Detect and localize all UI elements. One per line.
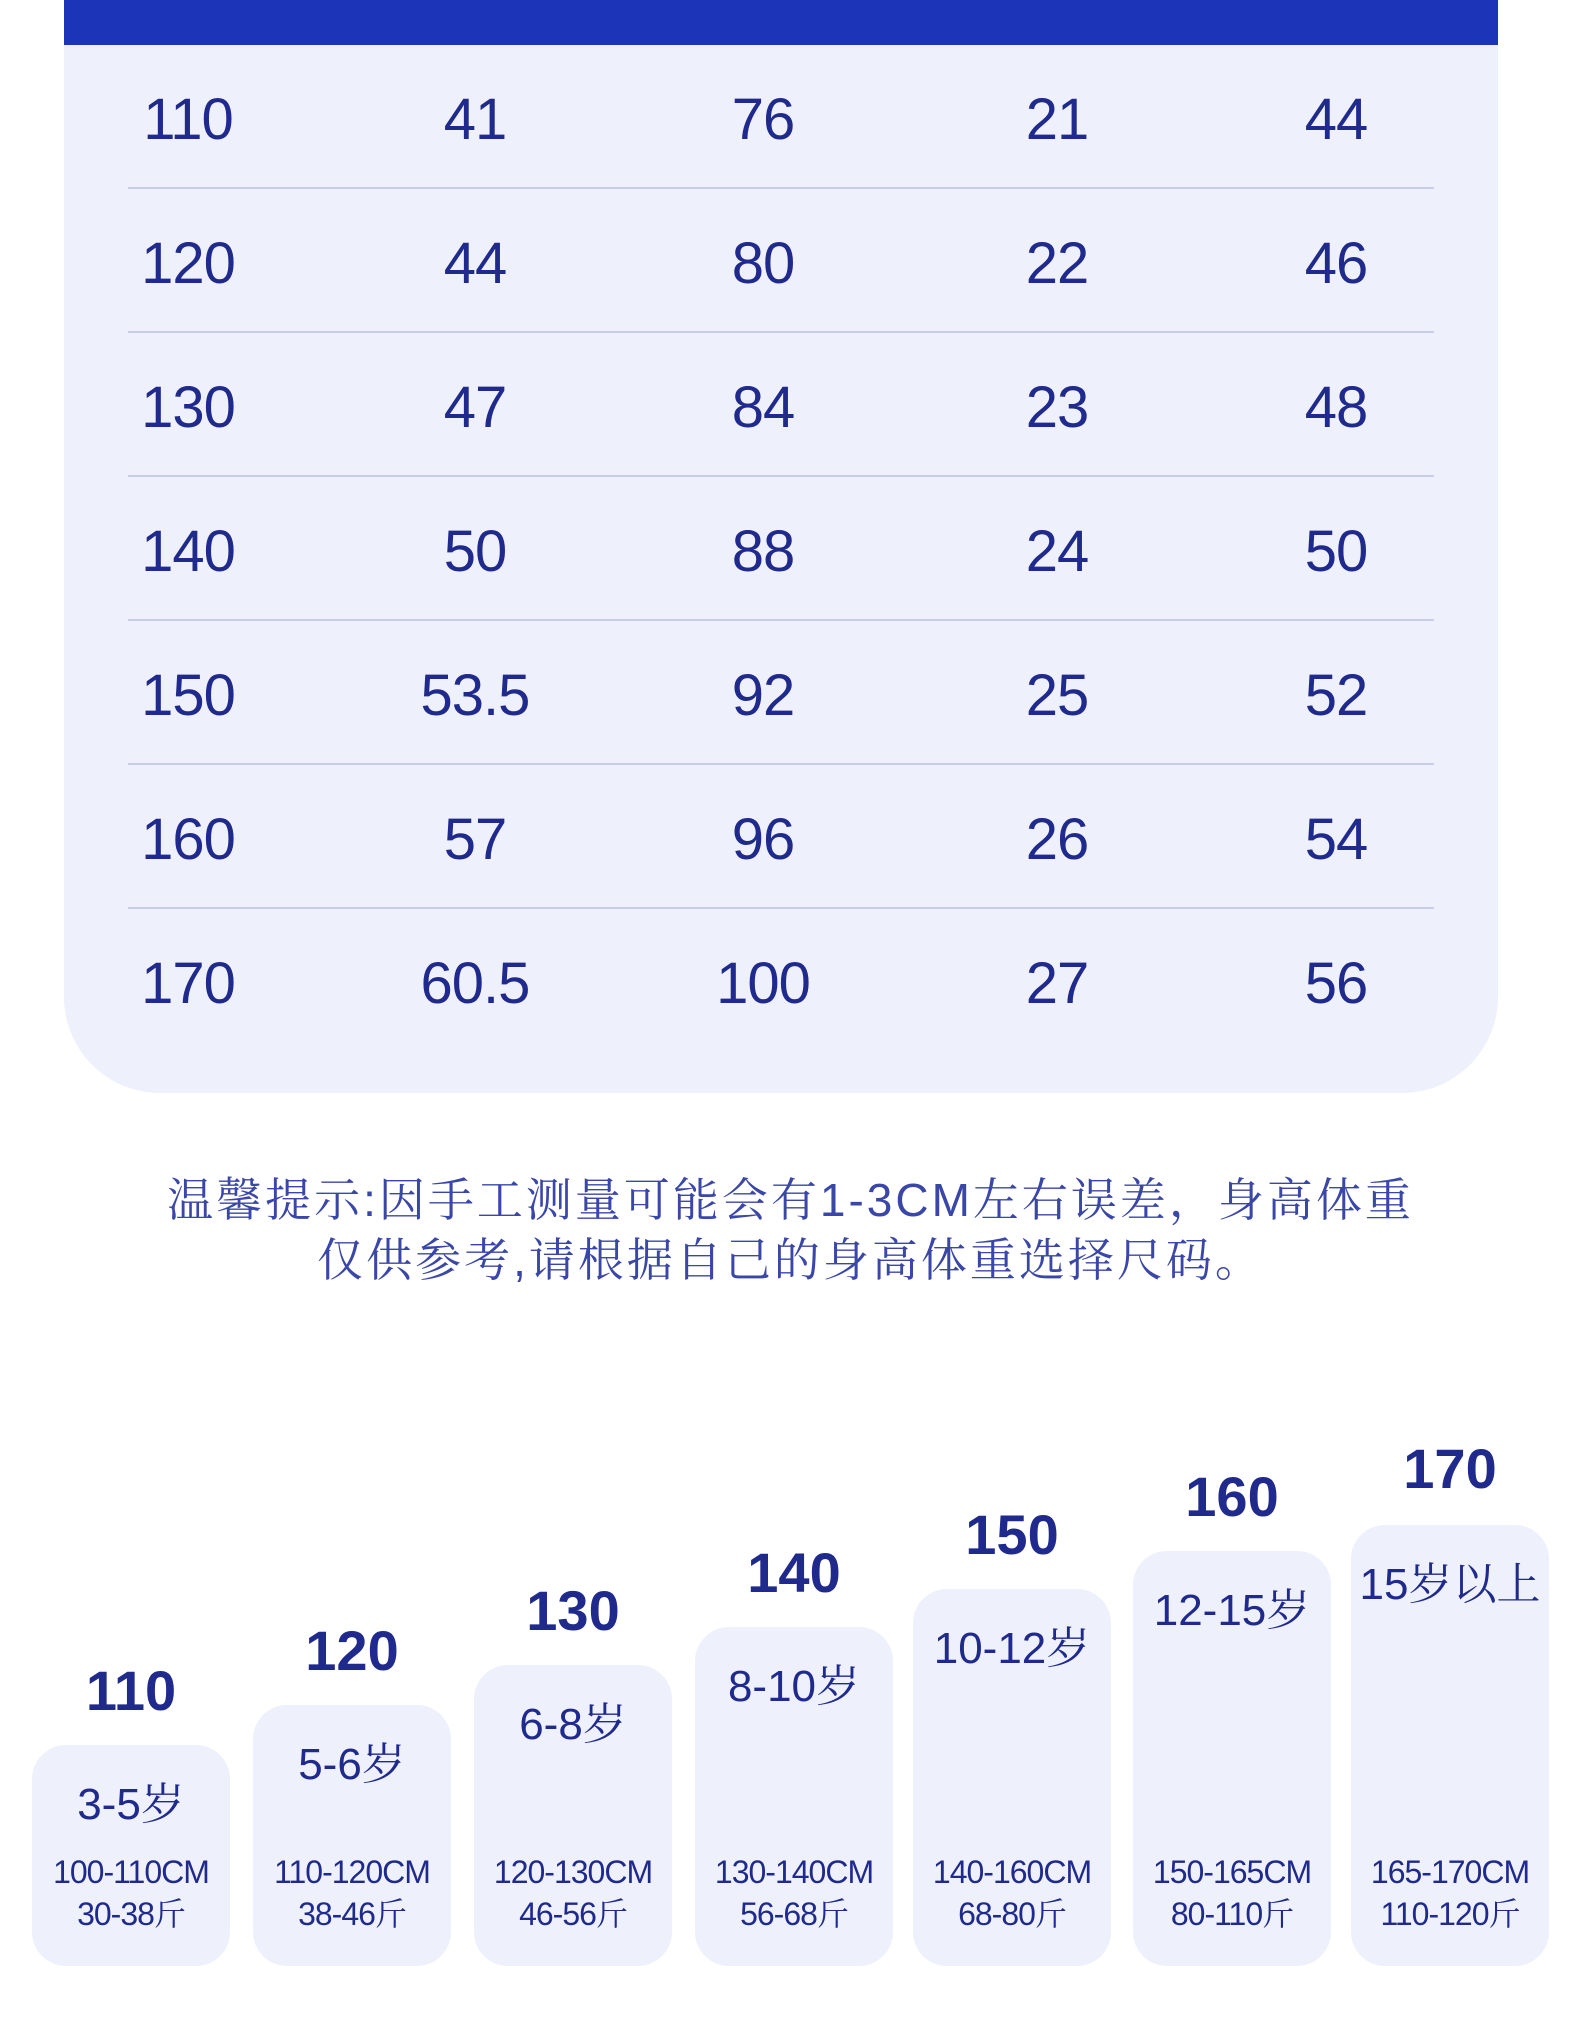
- height-range: 130-140CM: [714, 1854, 874, 1890]
- table-row: [64, 477, 1498, 621]
- table-cell: 56: [1304, 951, 1368, 1016]
- table-cell: 150: [141, 663, 235, 728]
- table-cell: 54: [1304, 807, 1368, 872]
- table-cell: 22: [1025, 231, 1089, 296]
- table-cell: 47: [443, 375, 507, 440]
- weight-range: 68-80斤: [958, 1896, 1066, 1932]
- table-cell: 50: [443, 519, 507, 584]
- table-cell: 130: [141, 375, 235, 440]
- table-cell: 60.5: [420, 951, 530, 1016]
- table-cell: 170: [141, 951, 235, 1016]
- table-cell: 92: [731, 663, 795, 728]
- age-size-card: [1351, 1525, 1549, 1966]
- table-cell: 44: [1304, 87, 1368, 152]
- age-range: 3-5岁: [77, 1780, 185, 1829]
- table-cell: 80: [731, 231, 795, 296]
- table-cell: 50: [1304, 519, 1368, 584]
- height-range: 150-165CM: [1152, 1854, 1312, 1890]
- table-row: [64, 909, 1498, 1053]
- size-table: [64, 45, 1498, 1053]
- weight-range: 46-56斤: [519, 1896, 627, 1932]
- table-cell: 48: [1304, 375, 1368, 440]
- note-line: 温馨提示:因手工测量可能会有1-3CM左右误差，身高体重: [167, 1174, 1414, 1226]
- age-range: 5-6岁: [298, 1740, 406, 1789]
- age-size-card: [1133, 1551, 1331, 1966]
- table-cell: 120: [141, 231, 235, 296]
- age-height-label: 140: [747, 1541, 841, 1604]
- table-cell: 25: [1025, 663, 1089, 728]
- height-range: 100-110CM: [53, 1854, 209, 1890]
- age-height-label: 170: [1403, 1437, 1497, 1500]
- table-cell: 160: [141, 807, 235, 872]
- table-cell: 96: [731, 807, 795, 872]
- table-row: [64, 621, 1498, 765]
- age-height-label: 160: [1185, 1465, 1279, 1528]
- note-line: 仅供参考,请根据自己的身高体重选择尺码。: [317, 1234, 1264, 1286]
- table-row: [64, 333, 1498, 477]
- age-size-card: [253, 1705, 451, 1966]
- age-range: 8-10岁: [727, 1662, 861, 1711]
- table-cell: 84: [731, 375, 795, 440]
- table-row: [64, 765, 1498, 909]
- measurement-note: [0, 1170, 1581, 1290]
- age-size-card: [474, 1665, 672, 1966]
- table-cell: 76: [731, 87, 795, 152]
- height-range: 110-120CM: [274, 1854, 430, 1890]
- age-height-label: 120: [305, 1619, 399, 1682]
- height-range: 120-130CM: [493, 1854, 653, 1890]
- weight-range: 56-68斤: [740, 1896, 848, 1932]
- table-cell: 88: [731, 519, 795, 584]
- table-cell: 110: [143, 87, 233, 152]
- table-cell: 46: [1304, 231, 1368, 296]
- table-cell: 24: [1025, 519, 1089, 584]
- age-range: 6-8岁: [519, 1700, 627, 1749]
- age-size-card: [32, 1745, 230, 1966]
- table-row: [64, 189, 1498, 333]
- table-cell: 23: [1025, 375, 1089, 440]
- age-height-label: 110: [85, 1659, 177, 1722]
- table-cell: 52: [1304, 663, 1368, 728]
- table-row: [64, 45, 1498, 189]
- table-header-bar: [64, 0, 1498, 45]
- table-cell: 41: [443, 87, 507, 152]
- age-range: 12-15岁: [1153, 1586, 1311, 1635]
- age-range: 10-12岁: [933, 1624, 1091, 1673]
- table-cell: 100: [716, 951, 810, 1016]
- age-range: 15岁以上: [1359, 1560, 1541, 1609]
- weight-range: 30-38斤: [77, 1896, 185, 1932]
- table-cell: 53.5: [420, 663, 530, 728]
- height-range: 140-160CM: [932, 1854, 1092, 1890]
- weight-range: 80-110斤: [1170, 1896, 1294, 1932]
- table-cell: 21: [1025, 87, 1089, 152]
- table-cell: 26: [1025, 807, 1089, 872]
- age-size-card: [695, 1627, 893, 1966]
- weight-range: 110-120斤: [1380, 1896, 1520, 1932]
- table-cell: 44: [443, 231, 507, 296]
- table-cell: 27: [1025, 951, 1089, 1016]
- age-size-card: [913, 1589, 1111, 1966]
- height-range: 165-170CM: [1370, 1854, 1530, 1890]
- weight-range: 38-46斤: [298, 1896, 406, 1932]
- age-height-label: 150: [965, 1503, 1059, 1566]
- table-cell: 57: [443, 807, 507, 872]
- table-cell: 140: [141, 519, 235, 584]
- age-height-label: 130: [526, 1579, 620, 1642]
